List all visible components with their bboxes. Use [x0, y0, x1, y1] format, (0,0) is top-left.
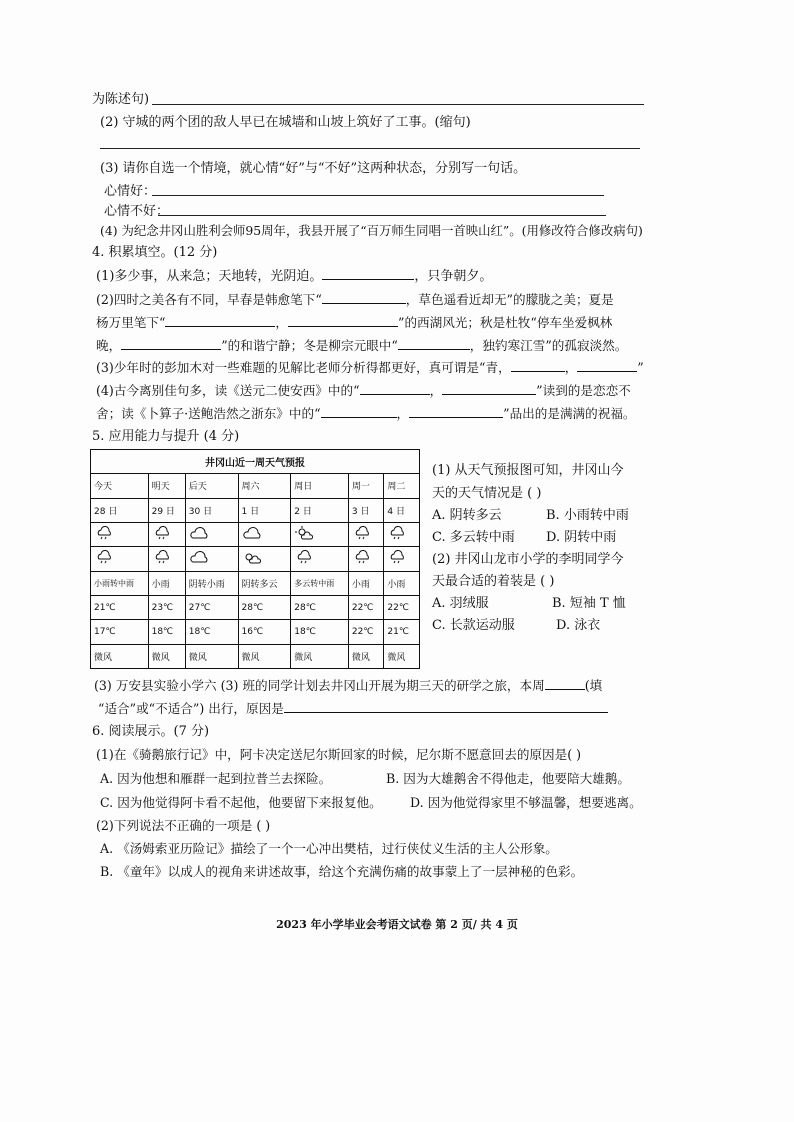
table-cell: 29 日 [148, 498, 185, 522]
table-cell: 1 日 [238, 498, 291, 522]
option-d: D. 阴转中雨 [546, 530, 617, 545]
table-cell: 明天 [148, 474, 185, 498]
option-d: D. 因为他觉得家里不够温馨，想要逃离。 [410, 795, 642, 810]
question-line: (1)多少事，从来急；天地转，光阴迫。 ，只争朝夕。 [96, 266, 492, 286]
table-cell: 小雨转中雨 [91, 571, 149, 595]
cloud-rain-icon [294, 550, 316, 564]
question-line: (1)在《骑鹅旅行记》中，阿卡决定送尼尔斯回家的时候，尼尔斯不愿意回去的原因是( ) [96, 747, 582, 762]
table-cell: 22℃ [348, 620, 384, 644]
question-line: 舍；读《卜算子·送鲍浩然之浙东》中的“ ， ”品出的是满满的祝福。 [96, 406, 636, 421]
table-cell: 微风 [348, 644, 384, 668]
table-row-icons-day [91, 522, 420, 546]
question-line: (2) 井冈山龙市小学的李明同学今 [432, 552, 624, 567]
table-cell: 22℃ [348, 595, 384, 619]
option-b: B. 短袖 T 恤 [552, 596, 626, 611]
table-cell: 4 日 [384, 498, 420, 522]
table-caption: 井冈山近一周天气预报 [91, 450, 420, 474]
table-cell: 小雨 [148, 571, 185, 595]
cloud-rain-icon [152, 526, 174, 540]
question-line: 杨万里笔下“ ， ”的西湖风光；秋是杜牧“停车坐爱枫林 [96, 315, 613, 330]
table-row-wind [91, 644, 420, 668]
option-b: B. 《童年》以成人的视角来讲述故事，给这个充满伤痛的故事蒙上了一层神秘的色彩。 [100, 864, 584, 879]
question-line: (2)四时之美各有不同，早春是韩愈笔下“ ，草色遥看近却无”的朦胧之美；夏是 [96, 292, 614, 307]
table-cell: 阴转小雨 [185, 571, 238, 595]
table-cell: 微风 [91, 644, 149, 668]
table-cell: 17℃ [91, 620, 149, 644]
question-line: (2)下列说法不正确的一项是 ( ) [96, 818, 271, 833]
table-cell: 21℃ [91, 595, 149, 619]
cloud-rain-icon [94, 550, 116, 564]
table-row-icons-night [91, 547, 420, 571]
table-cell: 18℃ [185, 620, 238, 644]
table-row-dates [91, 498, 420, 522]
table-cell: 小雨 [384, 571, 420, 595]
option-a: A. 阴转多云 [432, 508, 502, 523]
table-row-days [91, 474, 420, 498]
table-cell: 小雨 [348, 571, 384, 595]
cloud-rain-icon [152, 550, 174, 564]
option-b: B. 小雨转中雨 [546, 508, 629, 523]
option-b: B. 因为大雄鹅舍不得他走，他要陪大雄鹅。 [386, 771, 630, 786]
question-line: (3) 万安县实验小学六 (3) 班的同学计划去井冈山开展为期三天的研学之旅，本周 (填 [94, 678, 603, 693]
question-line: (2) 守城的两个团的敌人早已在城墙和山坡上筑好了工事。(缩句) [100, 115, 471, 130]
section-title: 5. 应用能力与提升 (4 分) [92, 429, 240, 444]
section-title: 6. 阅读展示。(7 分) [92, 724, 210, 739]
question-line: 晚， ”的和谐宁静；冬是柳宗元眼中“ ，独钓寒江雪”的孤寂淡然。 [96, 338, 628, 353]
option-a: A. 羽绒服 [432, 596, 489, 611]
table-cell: 30 日 [185, 498, 238, 522]
answer-line [152, 195, 604, 196]
table-cell: 23℃ [148, 595, 185, 619]
table-cell: 今天 [91, 474, 149, 498]
cloud-rain-icon [352, 526, 374, 540]
table-cell: 27℃ [185, 595, 238, 619]
table-cell: 18℃ [148, 620, 185, 644]
table-cell: 微风 [238, 644, 291, 668]
question-line: 天最合适的着装是 ( ) [432, 574, 555, 589]
table-cell: 周六 [238, 474, 291, 498]
question-line: 为陈述句) [92, 92, 150, 107]
table-cell: 21℃ [384, 620, 420, 644]
cloud-rain-icon [387, 550, 409, 564]
table-cell: 22℃ [384, 595, 420, 619]
option-c: C. 因为他觉得阿卡看不起他，他要留下来报复他。 [100, 795, 382, 810]
cloud-rain-icon [352, 550, 374, 564]
question-line: 天的天气情况是 ( ) [432, 486, 542, 501]
table-cell: 多云转中雨 [291, 571, 349, 595]
sun-cloud-icon [242, 550, 264, 564]
question-line: “适合”或“不适合”) 出行，原因是 [98, 699, 608, 718]
answer-line [158, 215, 606, 216]
table-cell: 微风 [185, 644, 238, 668]
table-cell: 3 日 [348, 498, 384, 522]
table-cell: 周二 [384, 474, 420, 498]
question-line: (3)少年时的彭加木对一些难题的见解比老师分析得都更好，真可谓是“青， ， ” [96, 360, 644, 375]
page-footer: 2023 年小学毕业会考语文试卷 第 2 页/ 共 4 页 [276, 918, 518, 931]
cloud-icon [242, 526, 264, 540]
label: 心情好： [104, 184, 157, 199]
table-row-high [91, 595, 420, 619]
cloud-rain-icon [387, 526, 409, 540]
weather-table [90, 449, 420, 669]
table-cell: 周日 [291, 474, 349, 498]
option-d: D. 泳衣 [556, 618, 601, 633]
question-line: (4) 为纪念井冈山胜利会师95周年，我县开展了“百万师生同唱一首映山红”。(用修改符合修改病句) [100, 223, 643, 238]
option-c: C. 多云转中雨 [432, 530, 515, 545]
answer-line [100, 148, 640, 149]
cloud-rain-icon [94, 526, 116, 540]
label: 心情不好： [104, 204, 170, 219]
option-c: C. 长款运动服 [432, 618, 515, 633]
table-cell: 16℃ [238, 620, 291, 644]
question-line: (1) 从天气预报图可知，井冈山今 [432, 463, 624, 478]
option-a: A. 《汤姆索亚历险记》描绘了一个一心冲出樊桔，过行侠仗义生活的主人公形象。 [100, 841, 558, 856]
table-cell: 28℃ [291, 595, 349, 619]
sun-cloud-icon [294, 526, 316, 540]
cloud-icon [189, 526, 211, 540]
table-cell: 28℃ [238, 595, 291, 619]
table-cell: 28 日 [91, 498, 149, 522]
table-row-low [91, 620, 420, 644]
option-a: A. 因为他想和雁群一起到拉普兰去探险。 [100, 771, 332, 786]
table-cell: 微风 [148, 644, 185, 668]
table-cell: 18℃ [291, 620, 349, 644]
table-cell: 2 日 [291, 498, 349, 522]
table-cell: 微风 [291, 644, 349, 668]
section-title: 4. 积累填空。(12 分) [92, 245, 218, 260]
answer-line [152, 104, 644, 105]
table-cell: 周一 [348, 474, 384, 498]
table-row-weather [91, 571, 420, 595]
question-line: (3) 请你自选一个情境，就心情“好”与“不好”这两种状态，分别写一句话。 [100, 161, 527, 176]
table-cell: 微风 [384, 644, 420, 668]
cloud-icon [189, 550, 211, 564]
table-cell: 后天 [185, 474, 238, 498]
question-line: (4)古今离别佳句多，读《送元二使安西》中的“ ， ”读到的是恋恋不 [96, 383, 631, 398]
table-cell: 阴转多云 [238, 571, 291, 595]
